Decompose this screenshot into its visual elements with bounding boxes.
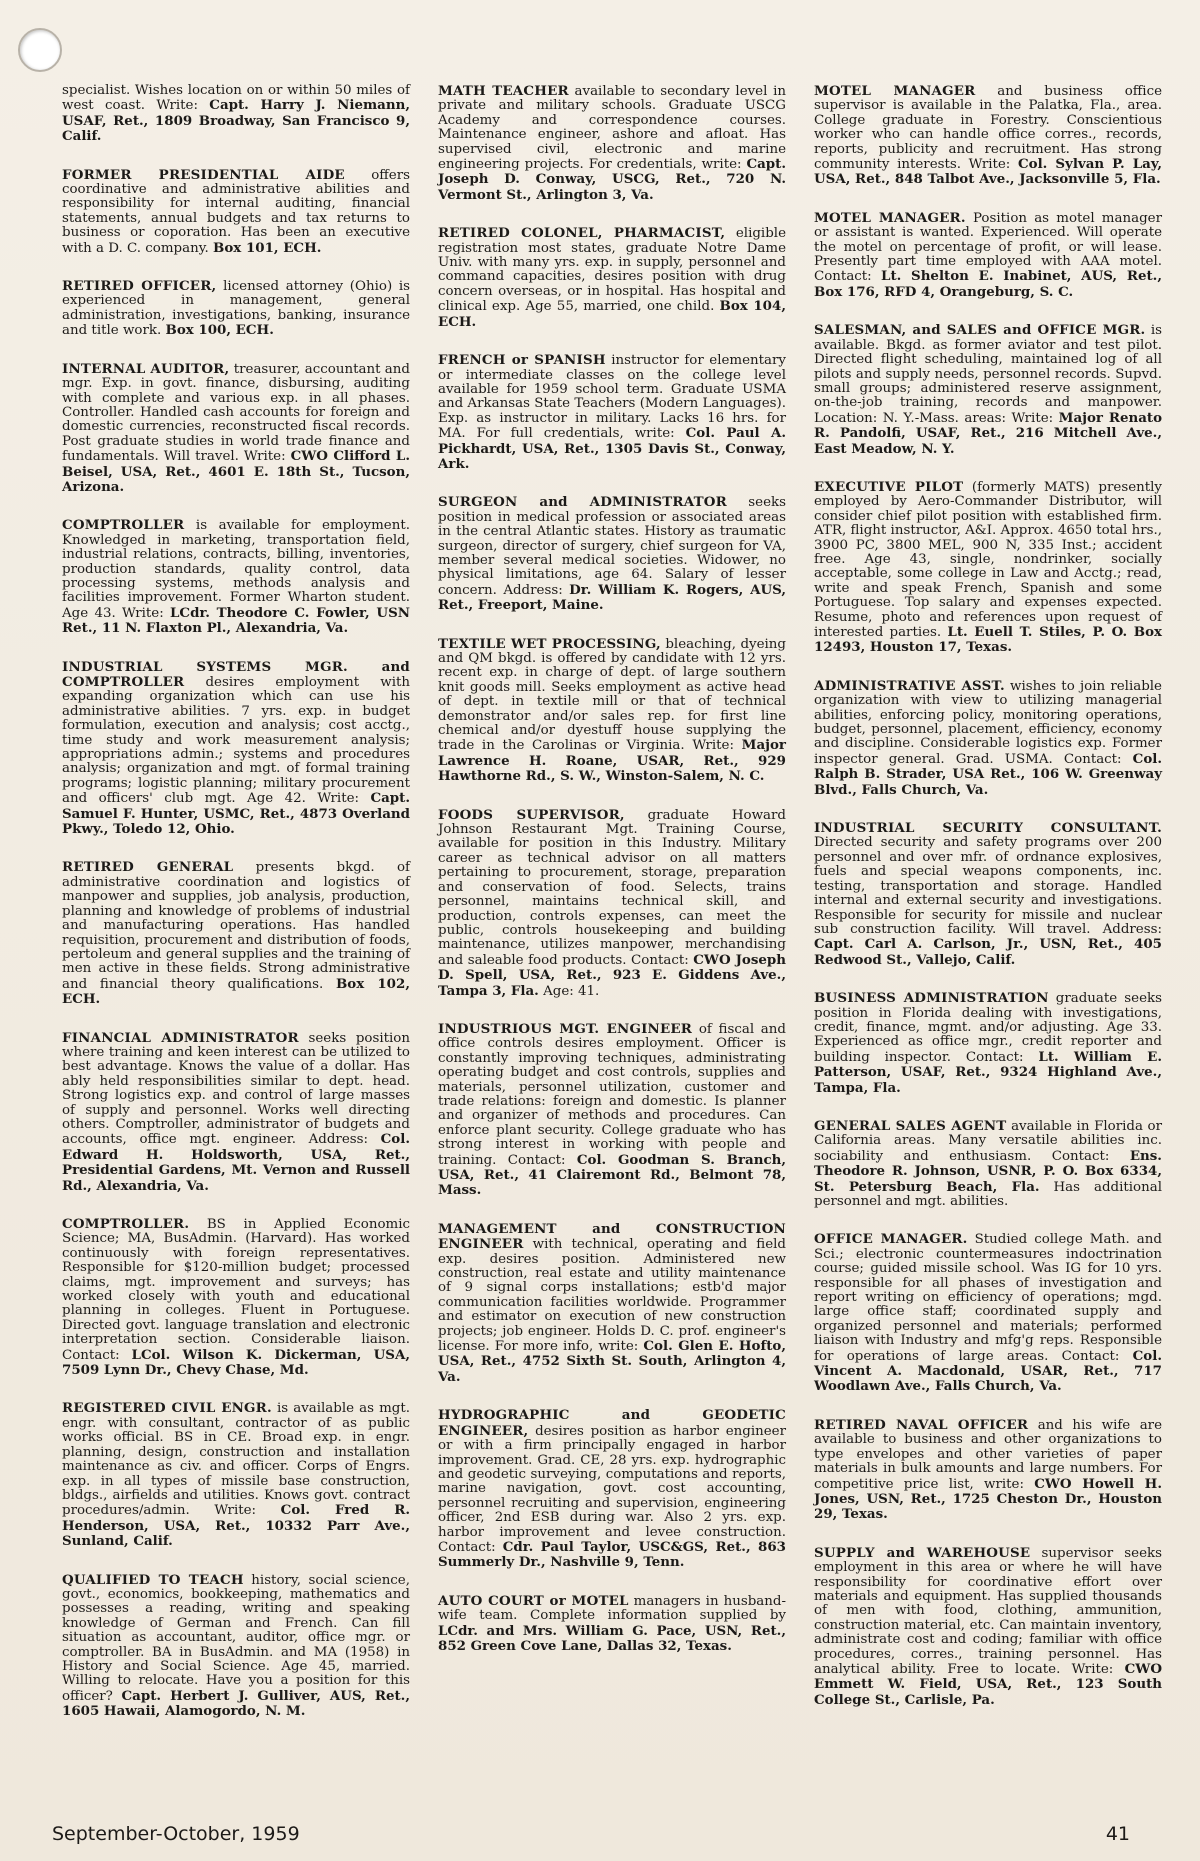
ad-body-text: (formerly MATS) presently employed by Aero-Commander Distributor, will consider chief pilot position with established firm. ATR, flight instructor, A&I. Approx. 4650 total hrs., 3900 PC, 3800 MEL, 900 N, 335 Inst.; accident free. Age 43, single, nondrinker, socially acceptable, some college in Law and Acctg.; read, write and speak French, Spanish and some Portuguese. Top salary and expenses expected. Resume, photo and references upon request of interested parties. [814,479,1162,640]
ad-body-text: presents bkgd. of administrative coordination and logistics of manpower and supplies, job analysis, production, planning and knowledge of problems of industrial and manufacturing operations. Has handled requisition, procurement and distribution of foods, pertoleum and general supplies and the training of men active in these fields. Strong administrative and financial theory qualifications. [62,860,410,992]
classified-ad [438,1222,786,1385]
ad-contact: Box 104, ECH. [438,298,786,330]
classified-ad [814,1119,1162,1209]
ad-contact: Box 100, ECH. [165,322,274,339]
classified-ad [814,84,1162,188]
ad-body-text: is available. Bkgd. as former aviator and test pilot. Directed flight scheduling, maintained log of all pilots and supply needs, personnel records. Supvd. small groups; administered reserve assignment, on-the-job training, records and manpower. Location: N. Y.-Mass. areas: Write: [814,323,1162,426]
ad-headline: BUSINESS ADMINISTRATION [814,990,1049,1007]
ad-body-text: history, social science, govt., economics, bookkeeping, mathematics and possesses a reading, writing and speaking knowledge of German and French. Can fill situation as accountant, auditor, office mgr. or comptroller. BA in BusAdmin. and MA (1958) in History and Social Science. Age 45, married. Willing to relocate. Have you a position for this officer? [62,1572,410,1704]
ad-contact: Ens. Theodore R. Johnson, USNR, P. O. Box 6334, St. Petersburg Beach, Fla. [814,1147,1162,1195]
ad-body-text: seeks position where training and keen interest can be utilized to best advantage. Knows the value of a dollar. Has ably held responsibilities similar to dept. head. Strong logistics exp. and control of large masses of supply and personnel. Works well directing others. Comptroller, administrator of budgets and accounts, office mgt. engineer. Address: [62,1030,410,1148]
ad-body-text: is available for employment. Knowledged in marketing, transportation field, industrial relations, contracts, billing, inventories, production standards, quality control, data processing systems, methods analysis and facilities improvement. Former Wharton student. Age 43. Write: [62,518,410,621]
ad-headline: MOTEL MANAGER. [814,209,966,226]
ad-body-text: desires employment with expanding organization which can use his administrative abilities. 7 yrs. exp. in budget formulation, execution and analysis; cost acctg., time study and work measurement analysis; appropriations admin.; systems and procedures analysis; organization and mgt. of formal training programs; logistic planning; military procurement and officers' club mgt. Age 42. Write: [62,675,410,807]
ad-body-text: supervisor seeks employment in this area or where he will have responsibility for coordinative effort over materials and equipment. Has supplied thousands of men with food, clothing, ammunition, construction material, etc. Can maintain inventory, administrate cost and coding; familiar with office procedures, corres., training personnel. Has analytical ability. Free to locate. Write: [814,1545,1162,1677]
ad-body-text: offers coordinative and administrative abilities and responsibility for internal auditing, financial statements, annual budgets and tax returns to business or coporation. Has been an executive with a D. C. company. [62,167,410,256]
classified-ad [62,1217,410,1378]
ad-headline: INTERNAL AUDITOR, [62,360,230,377]
ad-headline: HYDROGRAPHIC and GEODETIC ENGINEER, [438,1407,786,1439]
ad-body-text: is available as mgt. engr. with consultant, contractor of as public works official. BS in CE. Broad exp. in engr. planning, design, construction and installation maintenance as civ. and officer. Corps of Engrs. exp. in all types of missile base construction, bldgs., airfields and utilities. Knows govt. contract procedures/admin. Write: [62,1401,410,1519]
ad-contact: CWO Emmett W. Field, USA, Ret., 123 South College St., Carlisle, Pa. [814,1660,1163,1708]
ad-body-text: specialist. Wishes location on or within 50 miles of west coast. Write: [62,83,410,114]
ad-headline: FRENCH or SPANISH [438,352,606,369]
ad-contact: Dr. William K. Rogers, AUS, Ret., Freeport, Maine. [438,581,786,614]
classified-ad [814,821,1162,968]
ad-contact: Capt. Harry J. Niemann, USAF, Ret., 1809 Broadway, San Francisco 9, Calif. [62,97,410,145]
ad-body-text: instructor for elementary or intermediate classes on the college level available for 1959 school term. Graduate USMA and Arkansas State Teachers (Modern Languages). Exp. as instructor in military. Lacks 16 hrs. for MA. For full credentials, write: [438,353,786,442]
ad-contact: LCdr. and Mrs. William G. Pace, USN, Ret., 852 Green Cove Lane, Dallas 32, Texas. [438,1622,786,1654]
ad-contact: CWO Clifford L. Beisel, USA, Ret., 4601 E. 18th St., Tucson, Arizona. [62,448,410,495]
ad-contact: Box 101, ECH. [213,239,322,256]
classified-ad [62,1573,410,1720]
classified-ad [62,362,410,496]
ad-contact: Col. Paul A. Pickhardt, USA, Ret., 1305 Davis St., Conway, Ark. [438,425,786,472]
ad-contact: LCdr. Theodore C. Fowler, USN Ret., 11 N. Flaxton Pl., Alexandria, Va. [62,604,411,637]
ad-body-text: seeks position in medical profession or associated areas in the central Atlantic states. History as traumatic surgeon, director of surgery, chief surgeon for VA, member several medical societies. Widower, no physical limitations, age 64. Salary of lesser concern. Address: [438,495,787,598]
classified-ad [814,991,1162,1096]
ad-contact: Col. Vincent A. Macdonald, USAR, Ret., 717 Woodlawn Ave., Falls Church, Va. [814,1347,1162,1395]
ad-contact: Lt. Shelton E. Inabinet, AUS, Ret., Box 176, RFD 4, Orangeburg, S. C. [814,268,1162,300]
ad-headline: MANAGEMENT and CONSTRUCTION ENGINEER [438,1220,786,1253]
ad-tail-text: Has additional personnel and mgt. abilities. [814,1179,1162,1209]
ad-contact: Col. Ralph B. Strader, USA Ret., 106 W. Greenway Blvd., Falls Church, Va. [814,750,1162,798]
ad-contact: Capt. Carl A. Carlson, Jr., USN, Ret., 405 Redwood St., Vallejo, Calif. [814,936,1162,968]
ad-body-text: available in Florida or California areas. Many versatile abilities inc. sociability and enthusiasm. Contact: [814,1118,1163,1164]
classified-ad [62,84,410,145]
ad-contact: Capt. Herbert J. Gulliver, AUS, Ret., 1605 Hawaii, Alamogordo, N. M. [62,1687,410,1720]
classified-ad [814,480,1162,656]
ad-contact: Col. Edward H. Holdsworth, USA, Ret., Presidential Gardens, Mt. Vernon and Russell Rd., Alexandria, Va. [62,1131,410,1194]
classified-ad [814,1232,1162,1394]
classified-ad [62,660,410,838]
ad-headline: INDUSTRIAL SECURITY CONSULTANT. [814,820,1162,837]
ad-contact: CWO Joseph D. Spell, USA, Ret., 923 E. Giddens Ave., Tampa 3, Fla. [438,951,786,999]
classified-ad [814,1546,1162,1708]
ad-headline: FINANCIAL ADMINISTRATOR [62,1029,299,1046]
ad-headline: FORMER PRESIDENTIAL AIDE [62,166,345,183]
ad-headline: RETIRED GENERAL [62,859,234,876]
page-number: 41 [1105,1823,1130,1845]
ad-contact: Capt. Joseph D. Conway, USCG, Ret., 720 N. Vermont St., Arlington 3, Va. [438,156,786,203]
ad-contact: CWO Howell H. Jones, USN, Ret., 1725 Cheston Dr., Houston 29, Texas. [814,1475,1162,1523]
classified-ad [438,84,786,203]
classified-ad [438,1594,786,1655]
ad-headline: FOODS SUPERVISOR, [438,806,625,823]
classified-ad [814,679,1162,798]
ad-body-text: managers in husband-wife team. Complete information supplied by [438,1593,786,1624]
ad-contact: Box 102, ECH. [62,975,410,1008]
issue-date: September-October, 1959 [52,1823,300,1845]
classified-ad [438,637,786,785]
ad-body-text: desires position as harbor engineer or with a firm principally engaged in harbor improvement. Grad. CE, 28 yrs. exp. hydrographic and geodetic surveying, computations and reports, marine navigation, govt. cost accounting, personnel recruiting and supervision, engineering officer, 2nd ESB during war. Also 2 yrs. exp. harbor improvement and levee construction. Contact: [438,1423,786,1555]
ad-contact: Cdr. Paul Taylor, USC&GS, Ret., 863 Summerly Dr., Nashville 9, Tenn. [438,1538,786,1571]
classified-ad [438,353,786,472]
ad-contact: Lt. Euell T. Stiles, P. O. Box 12493, Houston 17, Texas. [814,624,1163,656]
classified-ad [62,1031,410,1194]
ad-contact: Lt. William E. Patterson, USAF, Ret., 9324 Highland Ave., Tampa, Fla. [814,1048,1162,1096]
ad-headline: SUPPLY and WAREHOUSE [814,1544,1031,1561]
ad-headline: AUTO COURT or MOTEL [438,1592,629,1609]
ad-headline: RETIRED OFFICER, [62,278,217,295]
ad-body-text: graduate Howard Johnson Restaurant Mgt. Training Course, available for position in this Industry. Military career as technical advisor on all matters pertaining to procurement, storage, preparation and conservation of food. Selects, trains personnel, maintains technical skill, and production, controls expenses, can meet the public, controls housekeeping and building maintenance, utilizes manpower, merchandising and saleable food products. Contact: [438,807,786,968]
classified-columns [62,83,1163,1784]
ad-body-text: treasurer, accountant and mgr. Exp. in govt. finance, disbursing, auditing with complete and various exp. in all phases. Controller. Handled cash accounts for foreign and domestic currencies, reconstructed fiscal records. Post graduate studies in world trade finance and fundamentals. Will travel. Write: [62,361,410,465]
ad-body-text: and business office supervisor is available in the Palatka, Fla., area. College graduate in Forestry. Conscientious worker who can handle office corres., records, reports, publicity and recruitment. Has strong community interests. Write: [814,84,1162,173]
ad-headline: INDUSTRIOUS MGT. ENGINEER [438,1020,693,1037]
ad-body-text: Position as motel manager or assistant is wanted. Experienced. Will operate the motel on percentage of profit, or will lease. Presently part time employed with AAA motel. Contact: [814,210,1162,285]
classified-ad [438,1022,786,1199]
ad-headline: MOTEL MANAGER [814,83,976,99]
ad-headline: OFFICE MANAGER. [814,1231,968,1248]
ad-headline: GENERAL SALES AGENT [814,1117,1007,1134]
ad-headline: EXECUTIVE PILOT [814,478,964,495]
classified-ad [814,1418,1162,1523]
ad-headline: MATH TEACHER [438,83,569,99]
classified-ad [62,279,410,339]
classified-ad [814,323,1162,457]
classified-ad [438,808,786,999]
ad-body-text: of fiscal and office controls desires employment. Officer is constantly improving techniques, administrating operating budget and cost controls, supplies and materials, personnel utilization, customer and trade relations: foreign and domestic. Is planner and organizer of methods and procedures. Can enforce plant security. College graduate who has strong interest in working with people and training. Contact: [438,1021,786,1168]
ad-contact: Col. Sylvan P. Lay, USA, Ret., 848 Talbot Ave., Jacksonville 5, Fla. [814,156,1162,188]
ad-headline: INDUSTRIAL SYSTEMS MGR. and COMPTROLLER [62,658,410,690]
ad-headline: SALESMAN, and SALES and OFFICE MGR. [814,322,1146,339]
binder-punch-hole [18,28,62,72]
ad-body-text: wishes to join reliable organization with view to utilizing managerial abilities, enforcing policy, monitoring operations, budget, personnel, placement, efficiency, economy and discipline. Considerable logistics exp. Former inspector general. Grad. USMA. Contact: [814,678,1162,767]
ad-headline: COMPTROLLER. [62,1216,190,1232]
ad-tail-text: Age: 41. [543,983,600,999]
ad-body-text: BS in Applied Economic Science; MA, BusAdmin. (Harvard). Has worked continuously with foreign representatives. Responsible for $120-million budget; processed claims, mgt. improvement and surveys; has worked closely with youth and educational planning in colleges. Fluent in Portuguese. Directed govt. language translation and electronic interpretation section. Considerable liaison. Contact: [62,1217,410,1363]
classified-ad [438,226,786,330]
classified-ad [438,1408,786,1570]
ad-contact: Col. Fred R. Henderson, USA, Ret., 10332 Parr Ave., Sunland, Calif. [62,1502,410,1550]
ad-contact: Major Lawrence H. Roane, USAR, Ret., 929 Hawthorne Rd., S. W., Winston-Salem, N. C. [438,737,786,785]
ad-body-text: eligible registration most states, graduate Notre Dame Univ. with many yrs. exp. in supply, personnel and command capacities, desires position with drug concern overseas, or in hospital. Has hospital and clinical exp. Age 55, married, one child. [438,226,786,315]
ad-contact: Capt. Samuel F. Hunter, USMC, Ret., 4873 Overland Pkwy., Toledo 12, Ohio. [62,790,410,838]
ad-body-text: bleaching, dyeing and QM bkgd. is offered by candidate with 12 yrs. recent exp. in charge of dept. of large southern knit goods mill. Seeks employment as active head of dept. in textile mill or that of technical demonstrator and/or sales rep. for first line chemical and/or dyestuff house supplying the trade in the Carolinas or Virginia. Write: [438,636,786,754]
column-left [62,84,410,1784]
ad-body-text: and his wife are available to business and other organizations to type envelopes and other varieties of paper materials in bulk amounts and large numbers. For competitive price list, write: [814,1417,1163,1492]
ad-headline: REGISTERED CIVIL ENGR. [62,1400,272,1417]
classified-ad [438,495,786,613]
ad-headline: COMPTROLLER [62,517,185,534]
ad-headline: RETIRED NAVAL OFFICER [814,1416,1029,1433]
ad-contact: Col. Glen E. Hofto, USA, Ret., 4752 Sixth St. South, Arlington 4, Va. [438,1338,786,1385]
classified-ad [62,1401,410,1549]
ad-contact: LCol. Wilson K. Dickerman, USA, 7509 Lynn Dr., Chevy Chase, Md. [62,1346,410,1379]
ad-body-text: Directed security and safety programs over 200 personnel and over mfr. of ordnance explosives, fuels and special weapons components, inc. testing, transportation and storage. Handled internal and external security and investigations. Responsible for security for missile and nuclear sub construction facility. Will travel. Address: [814,835,1162,937]
ad-body-text: licensed attorney (Ohio) is experienced in management, general administration, investigations, banking, insurance and title work. [62,279,411,339]
ad-headline: ADMINISTRATIVE ASST. [814,677,1005,694]
ad-body-text: graduate seeks position in Florida dealing with investigations, credit, finance, mgmt. and/or adjusting. Age 33. Experienced as office mgr., credit reporter and building inspector. Contact: [814,991,1163,1065]
ad-headline: TEXTILE WET PROCESSING, [438,635,661,652]
ad-headline: QUALIFIED TO TEACH [62,1571,244,1588]
column-right [814,84,1162,1784]
ad-contact: Col. Goodman S. Branch, USA, Ret., 41 Clairemont Rd., Belmont 78, Mass. [438,1151,786,1199]
ad-body-text: Studied college Math. and Sci.; electronic countermeasures indoctrination course; guided missile school. Was IG for 10 yrs. responsible for all phases of investigation and report writing on efficiency of operations; mgd. large office staff; coordinated supply and organized personnel and materials; performed liaison with Industry and mfg'g reps. Responsible for operations of large areas. Contact: [814,1232,1162,1364]
ad-body-text: available to secondary level in private and military schools. Graduate USCG Academy and correspondence courses. Maintenance engineer, ashore and afloat. Has supervised civil, electronic and marine engineering projects. For credentials, write: [438,84,786,173]
classified-ad [62,860,410,1007]
classified-ad [62,518,410,636]
classified-ad [62,168,410,256]
ad-headline: SURGEON and ADMINISTRATOR [438,494,727,511]
ad-body-text: with technical, operating and field exp. desires position. Administered new construction, real estate and utility maintenance of 9 signal corps installations; estb'd major communication facilities worldwide. Programmer and estimator on execution of new construction projects; job engineer. Holds D. C. prof. engineer's license. For more info, write: [438,1237,786,1355]
ad-headline: RETIRED COLONEL, PHARMACIST, [438,225,726,242]
classified-ad [814,211,1162,300]
ad-contact: Major Renato R. Pandolfi, USAF, Ret., 216 Mitchell Ave., East Meadow, N. Y. [814,409,1163,457]
column-middle [438,84,786,1784]
